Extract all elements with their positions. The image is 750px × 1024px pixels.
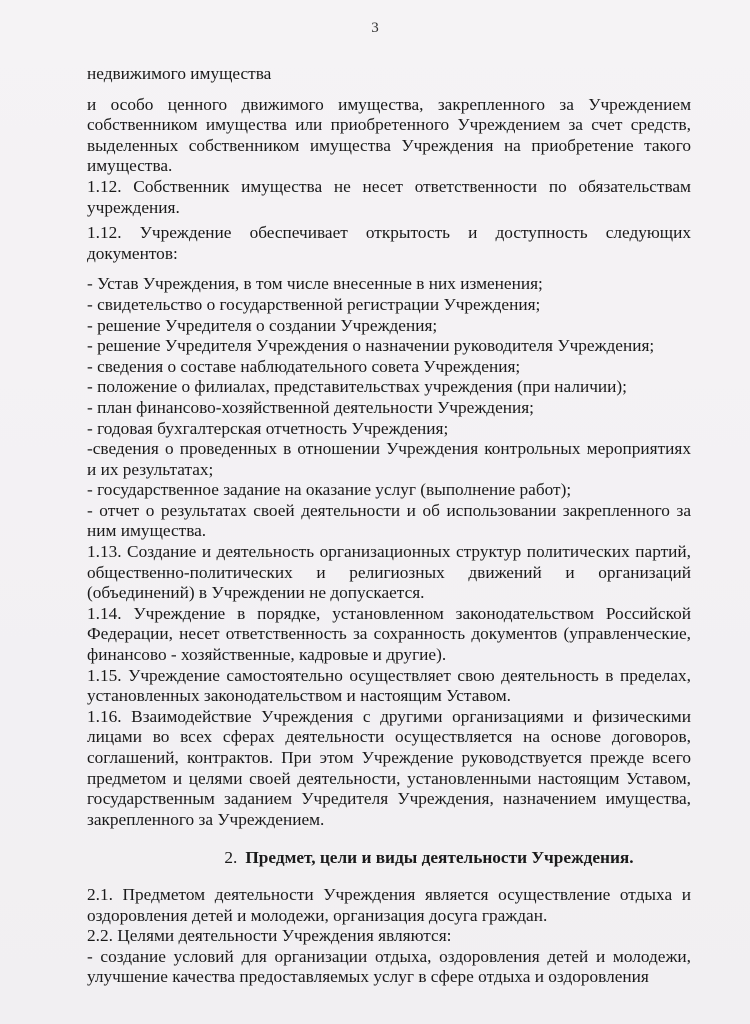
- clause-1-16: 1.16. Взаимодействие Учреждения с другими организациями и физическими лицами во всех сферах деятельности осуществляется на основе договоров, соглашений, контрактов. При этом Учреждение руководствуется прежде всего предметом и целями своей деятельности, установленными настоящим Уставом, государственным заданием Учредителя Учреждения, назначением имущества, закрепленного за Учреждением.: [87, 706, 691, 829]
- paragraph: и особо ценного движимого имущества, закрепленного за Учреждением собственником имущества или приобретенного Учреждением за счет средств, выделенных собственником имущества Учреждения на приобретение такого имущества.: [87, 94, 691, 176]
- list-item: - Устав Учреждения, в том числе внесенные в них изменения;: [87, 274, 543, 294]
- list-item: - решение Учредителя о создании Учреждения;: [87, 315, 438, 335]
- page-number: 3: [371, 20, 379, 36]
- list-item: - создание условий для организации отдыха, оздоровления детей и молодежи, улучшение качества предоставляемых услуг в сфере отдыха и оздоровления: [87, 946, 691, 987]
- clause-1-12a: 1.12. Собственник имущества не несет ответственности по обязательствам учреждения.: [87, 176, 691, 217]
- document-body: [87, 64, 691, 988]
- clause-1-15: 1.15. Учреждение самостоятельно осуществляет свою деятельность в пределах, установленных законодательством и настоящим Уставом.: [87, 665, 691, 706]
- list-item: - отчет о результатах своей деятельности и об использовании закрепленного за ним имущества.: [87, 500, 691, 541]
- section-title: Предмет, цели и виды деятельности Учреждения.: [245, 848, 634, 868]
- list-item: - годовая бухгалтерская отчетность Учреждения;: [87, 418, 449, 438]
- clause-2-2: 2.2. Целями деятельности Учреждения являются:: [87, 926, 452, 946]
- list-item: - решение Учредителя Учреждения о назначении руководителя Учреждения;: [87, 336, 655, 356]
- clause-1-14: 1.14. Учреждение в порядке, установленном законодательством Российской Федерации, несет ответственность за сохранность документов (управленческие, финансово - хозяйственные, кадровые и другие).: [87, 603, 691, 665]
- clause-2-1: 2.1. Предметом деятельности Учреждения является осуществление отдыха и оздоровления детей и молодежи, организация досуга граждан.: [87, 884, 691, 925]
- list-item: - свидетельство о государственной регистрации Учреждения;: [87, 294, 541, 314]
- list-item: - план финансово-хозяйственной деятельности Учреждения;: [87, 397, 534, 417]
- list-item: -сведения о проведенных в отношении Учреждения контрольных мероприятиях и их результатах;: [87, 439, 691, 479]
- clause-1-13: 1.13. Создание и деятельность организационных структур политических партий, общественно-политических и религиозных движений и организаций (объединений) в Учреждении не допускается.: [87, 542, 691, 603]
- section-number: 2.: [224, 848, 238, 868]
- list-item: - положение о филиалах, представительствах учреждения (при наличии);: [87, 377, 627, 397]
- list-item: - сведения о составе наблюдательного совета Учреждения;: [87, 356, 521, 376]
- list-item: - государственное задание на оказание услуг (выполнение работ);: [87, 480, 572, 500]
- clause-1-12b: 1.12. Учреждение обеспечивает открытость и доступность следующих документов:: [87, 223, 691, 263]
- document-list: [87, 274, 691, 542]
- paragraph: недвижимого имущества: [87, 64, 272, 83]
- section-heading: [87, 848, 691, 869]
